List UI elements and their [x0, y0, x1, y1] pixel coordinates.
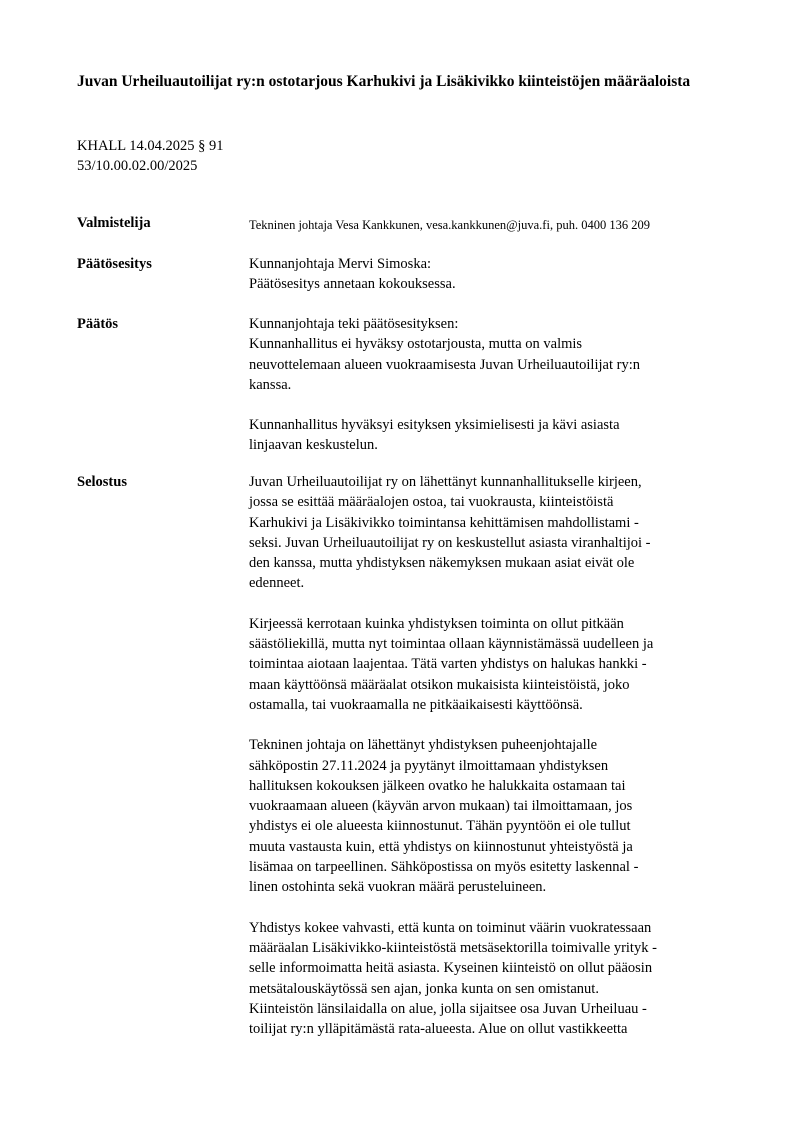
document-title: Juvan Urheiluautoilijat ry:n ostotarjous Karhukivi ja Lisäkivikko kiinteistöjen määräaloista [77, 73, 691, 90]
paragraph-line: ostamalla, tai vuokraamalla ne pitkäaikaisesti käyttöönsä. [249, 696, 583, 713]
meeting-reference: KHALL 14.04.2025 § 91 [77, 138, 224, 154]
paragraph-line: toimintaa aiotaan laajentaa. Tätä varten yhdistys on halukas hankki - [249, 656, 647, 673]
section-label-paatos: Päätös [77, 316, 119, 332]
paragraph-line: määräalan Lisäkivikko-kiinteistöstä metsäsektorilla toimivalle yrityk - [249, 939, 657, 956]
paragraph-line: Juvan Urheiluautoilijat ry on lähettänyt kunnanhallitukselle kirjeen, [249, 474, 642, 490]
paragraph-line: Päätösesitys annetaan kokouksessa. [249, 276, 456, 293]
paragraph-line: Kirjeessä kerrotaan kuinka yhdistyksen toiminta on ollut pitkään [249, 615, 624, 632]
paragraph-line: muuta vastausta kuin, että yhdistys on kiinnostunut yhteistyöstä ja [249, 838, 633, 855]
paragraph-line: hallituksen kokouksen jälkeen ovatko he halukkaita ostamaan tai [249, 777, 626, 794]
section-body-selostus [249, 472, 739, 1039]
paragraph-line: Yhdistys kokee vahvasti, että kunta on toiminut väärin vuokratessaan [249, 919, 652, 936]
paragraph-line: linjaavan keskustelun. [249, 437, 378, 454]
preparer-text: Tekninen johtaja Vesa Kankkunen, vesa.kankkunen@juva.fi, puh. 0400 136 209 [249, 218, 650, 232]
section-body-paatosesitys [249, 254, 739, 295]
paragraph-line: jossa se esittää määräalojen ostoa, tai vuokrausta, kiinteistöistä [249, 494, 614, 511]
section-label-valmistelija: Valmistelija [77, 215, 151, 231]
paragraph-line: neuvottelemaan alueen vuokraamisesta Juvan Urheiluautoilijat ry:n [249, 356, 640, 373]
paragraph-line: lisämaa on tarpeellinen. Sähköpostissa on myös esitetty laskennal - [249, 859, 639, 876]
paragraph-line: Kunnanhallitus ei hyväksy ostotarjousta, mutta on valmis [249, 336, 583, 353]
paragraph-line: edenneet. [249, 575, 305, 592]
paragraph-line: seksi. Juvan Urheiluautoilijat ry on keskustellut asiasta viranhaltijoi - [249, 534, 651, 551]
paragraph-line: Kunnanjohtaja Mervi Simoska: [249, 256, 432, 272]
section-label-paatosesitys: Päätösesitys [77, 256, 152, 272]
paragraph-line: kanssa. [249, 376, 292, 393]
paragraph-line: toilijat ry:n ylläpitämästä rata-alueesta. Alue on ollut vastikkeetta [249, 1021, 628, 1038]
paragraph-line: Kunnanhallitus hyväksyi esityksen yksimielisesti ja kävi asiasta [249, 417, 620, 434]
paragraph-line: Kunnanjohtaja teki päätösesityksen: [249, 316, 459, 332]
paragraph-line: sähköpostin 27.11.2024 ja pyytänyt ilmoittamaan yhdistyksen [249, 757, 609, 774]
paragraph-line: vuokraamaan alueen (käyvän arvon mukaan) tai ilmoittamaan, jos [249, 798, 633, 815]
section-label-selostus: Selostus [77, 474, 127, 490]
paragraph-line: metsätalouskäytössä sen ajan, jonka kunta on sen omistanut. [249, 980, 599, 997]
paragraph-line: Tekninen johtaja on lähettänyt yhdistyksen puheenjohtajalle [249, 737, 598, 754]
paragraph-line: den kanssa, mutta yhdistyksen näkemyksen mukaan asiat eivät ole [249, 555, 635, 572]
section-body-valmistelija [249, 215, 739, 235]
paragraph-line: Kiinteistön länsilaidalla on alue, jolla sijaitsee osa Juvan Urheiluau - [249, 1000, 647, 1017]
record-id: 53/10.00.02.00/2025 [77, 158, 198, 174]
meeting-meta [77, 136, 223, 176]
paragraph-line: maan käyttöönsä määräalat otsikon mukaisista kiinteistöistä, joko [249, 676, 630, 693]
paragraph-line: yhdistys ei ole alueesta kiinnostunut. Tähän pyyntöön ei ole tullut [249, 818, 631, 835]
paragraph-line: Karhukivi ja Lisäkivikko toimintansa kehittämisen mahdollistami - [249, 514, 639, 531]
paragraph-line: selle informoimatta heitä asiasta. Kyseinen kiinteistö on ollut pääosin [249, 960, 653, 977]
paragraph-line: linen ostohinta sekä vuokran määrä perusteluineen. [249, 879, 547, 896]
paragraph-line: säästöliekillä, mutta nyt toimintaa ollaan käynnistämässä uudelleen ja [249, 636, 654, 653]
section-body-paatos [249, 314, 739, 456]
